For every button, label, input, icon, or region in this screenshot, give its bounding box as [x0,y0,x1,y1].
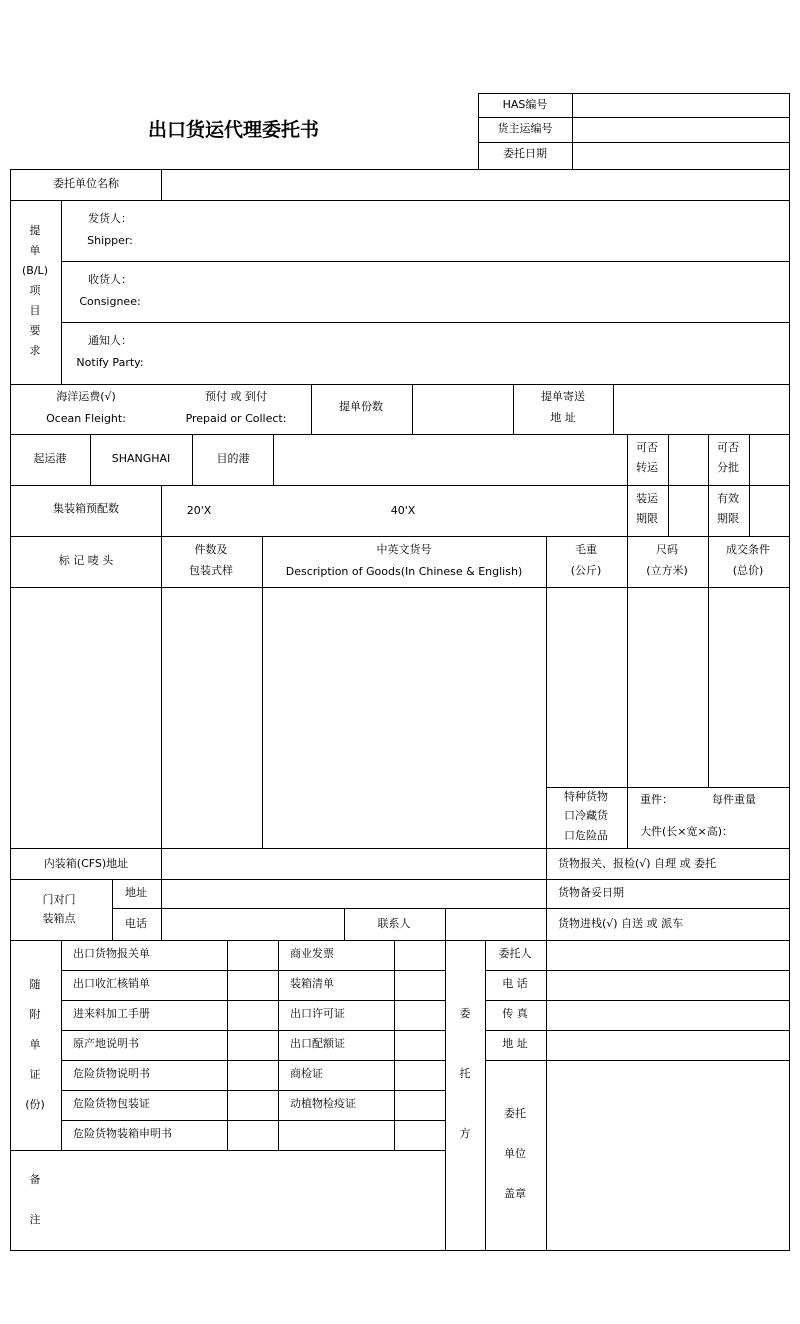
trade-terms-header-1: 成交条件 [726,543,770,556]
entrust-client-label: 委托人 [498,947,532,960]
doc-export-declaration: 出口货物报关单 [73,947,150,960]
bl-mail-address-label-1: 提单寄送 [541,390,585,403]
entrust-phone-field[interactable] [547,971,788,1000]
company-seal-label-1: 委托 [504,1107,526,1120]
doc-export-license: 出口许可证 [290,1007,345,1020]
notify-label-cn: 通知人： [88,334,132,347]
packages-header-1: 件数及 [194,543,228,556]
doc-count-field[interactable] [228,1061,278,1090]
entrust-side-label-2: 托 [459,1067,471,1080]
contact-person-field[interactable] [446,909,546,940]
ocean-freight-label-en: Ocean Fleight: [46,412,126,425]
consignee-label-en: Consignee: [79,295,141,308]
attached-docs-section-label: 随 附 单 证 (份) [25,978,45,1111]
shipper-field[interactable] [145,201,788,261]
doc-count-field[interactable] [395,1031,445,1060]
gross-weight-header-2: (公斤) [570,564,602,577]
has-number-field[interactable] [573,94,789,117]
doc-dg-container-declaration: 危险货物装箱申明书 [73,1127,172,1140]
doc-count-field[interactable] [228,941,278,970]
doc-packing-list: 装箱清单 [290,977,334,990]
doc-dg-description: 危险货物说明书 [73,1067,150,1080]
entrust-side-label-3: 方 [459,1127,471,1140]
entrust-address-label: 地 址 [502,1037,528,1050]
notify-party-field[interactable] [145,323,788,384]
door-address-label: 地址 [125,886,147,899]
doc-count-field[interactable] [395,971,445,1000]
description-header-cn: 中英文货号 [376,543,432,556]
entrust-client-field[interactable] [547,941,788,970]
destination-port-label: 目的港 [216,452,250,465]
origin-port-label: 起运港 [33,452,67,465]
origin-port-value[interactable]: SHANGHAI [111,452,171,465]
door-address-field[interactable] [162,880,546,908]
loading-period-label-1: 装运 [636,492,658,505]
description-cell[interactable] [263,588,546,848]
customs-declaration-option[interactable]: 货物报关、报检(√) 自理 或 委托 [558,857,717,870]
unit-weight-label: 每件重量 [712,793,756,806]
entrust-address-field[interactable] [547,1031,788,1060]
doc-count-field[interactable] [228,1001,278,1030]
oversize-label: 大件(长×宽×高)： [640,825,734,838]
cargo-delivery-option[interactable]: 货物进栈(√) 自送 或 派车 [558,917,684,930]
bl-copies-label: 提单份数 [339,400,383,413]
partial-shipment-field[interactable] [750,435,788,485]
gross-weight-cell[interactable] [547,588,627,787]
trade-terms-header-2: (总价) [732,564,764,577]
transship-label-1: 可否 [636,441,658,454]
measurement-header-2: (立方米) [646,564,688,577]
cfs-address-field[interactable] [162,849,546,879]
entrust-side-label-1: 委 [459,1007,471,1020]
measurement-header-1: 尺码 [656,543,678,556]
door-to-door-label-1: 门对门 [42,893,76,906]
shipper-label-cn: 发货人： [88,212,132,225]
doc-count-field[interactable] [395,941,445,970]
client-name-label: 委托单位名称 [53,177,119,190]
partial-shipment-label-2: 分批 [717,461,739,474]
doc-count-field[interactable] [228,1121,278,1150]
cfs-address-label: 内装箱(CFS)地址 [43,857,129,870]
company-seal-area[interactable] [547,1061,788,1250]
entrust-phone-label: 电 话 [502,977,528,990]
trade-terms-cell[interactable] [709,588,788,787]
doc-quarantine-cert: 动植物检疫证 [290,1097,356,1110]
company-seal-label-3: 盖章 [504,1187,526,1200]
doc-commercial-invoice: 商业发票 [290,947,334,960]
loading-period-label-2: 期限 [636,512,658,525]
marks-cell[interactable] [11,588,161,848]
doc-inspection-cert: 商检证 [290,1067,323,1080]
prepaid-collect-options[interactable]: 预付 或 到付 [205,390,267,403]
has-number-label: HAS编号 [502,98,548,111]
door-to-door-label-2: 装箱点 [42,912,76,925]
page-title: 出口货运代理委托书 [148,119,320,141]
prepaid-collect-label: Prepaid or Collect: [185,412,287,425]
heavy-cargo-label: 重件： [640,793,673,806]
client-name-field[interactable] [162,170,788,200]
validity-field[interactable] [750,486,788,536]
bl-mail-address-field[interactable] [614,385,788,434]
reefer-checkbox[interactable]: 口冷藏货 [564,809,608,822]
door-phone-label: 电话 [125,917,147,930]
loading-period-field[interactable] [669,486,708,536]
bl-copies-field[interactable] [413,385,513,434]
company-seal-label-2: 单位 [504,1147,526,1160]
gross-weight-header-1: 毛重 [575,543,597,556]
container-40ft[interactable]: 40'X [390,504,416,517]
doc-count-field[interactable] [228,1091,278,1120]
consignee-field[interactable] [145,262,788,322]
bl-section-label: 提 单 (B/L) 项 目 要 求 [22,224,48,357]
goods-ready-date-label: 货物备妥日期 [558,886,624,899]
doc-count-field[interactable] [395,1001,445,1030]
notify-label-en: Notify Party: [76,356,144,369]
container-20ft[interactable]: 20'X [186,504,212,517]
doc-export-quota: 出口配额证 [290,1037,345,1050]
door-phone-field[interactable] [162,909,344,940]
doc-processing-manual: 进来料加工手册 [73,1007,150,1020]
doc-count-field[interactable] [395,1091,445,1120]
doc-origin-statement: 原产地说明书 [73,1037,139,1050]
entrust-fax-label: 传 真 [502,1007,528,1020]
validity-label-1: 有效 [717,492,739,505]
packages-header-2: 包装式样 [189,564,233,577]
remarks-field[interactable] [61,1151,445,1250]
entrust-date-field[interactable] [573,143,789,169]
shipper-number-field[interactable] [573,118,789,142]
transship-field[interactable] [669,435,708,485]
shipper-number-label: 货主运编号 [497,122,553,135]
marks-header: 标 记 唛 头 [58,554,114,567]
doc-forex-verification: 出口收汇核销单 [73,977,150,990]
remarks-label-2: 注 [29,1213,41,1226]
consignee-label-cn: 收货人： [88,273,132,286]
doc-count-field[interactable] [228,1031,278,1060]
shipper-label-en: Shipper: [87,234,133,247]
doc-dg-packing-cert: 危险货物包装证 [73,1097,150,1110]
bl-mail-address-label-2: 地 址 [550,411,576,424]
entrust-date-label: 委托日期 [503,147,547,160]
validity-label-2: 期限 [717,512,739,525]
packages-cell[interactable] [162,588,262,848]
transship-label-2: 转运 [636,461,658,474]
destination-port-field[interactable] [274,435,627,485]
contact-person-label: 联系人 [377,917,411,930]
doc-count-field[interactable] [395,1061,445,1090]
entrust-fax-field[interactable] [547,1001,788,1030]
partial-shipment-label-1: 可否 [717,441,739,454]
container-plan-label: 集装箱预配数 [53,502,119,515]
doc-count-field[interactable] [228,971,278,1000]
description-header-en: Description of Goods(In Chinese & English) [285,565,523,578]
special-goods-label: 特种货物 [564,790,608,803]
dangerous-goods-checkbox[interactable]: 口危险品 [564,829,608,842]
ocean-freight-label-cn: 海洋运费(√) [56,390,116,403]
remarks-label-1: 备 [29,1173,41,1186]
measurement-cell[interactable] [628,588,708,787]
